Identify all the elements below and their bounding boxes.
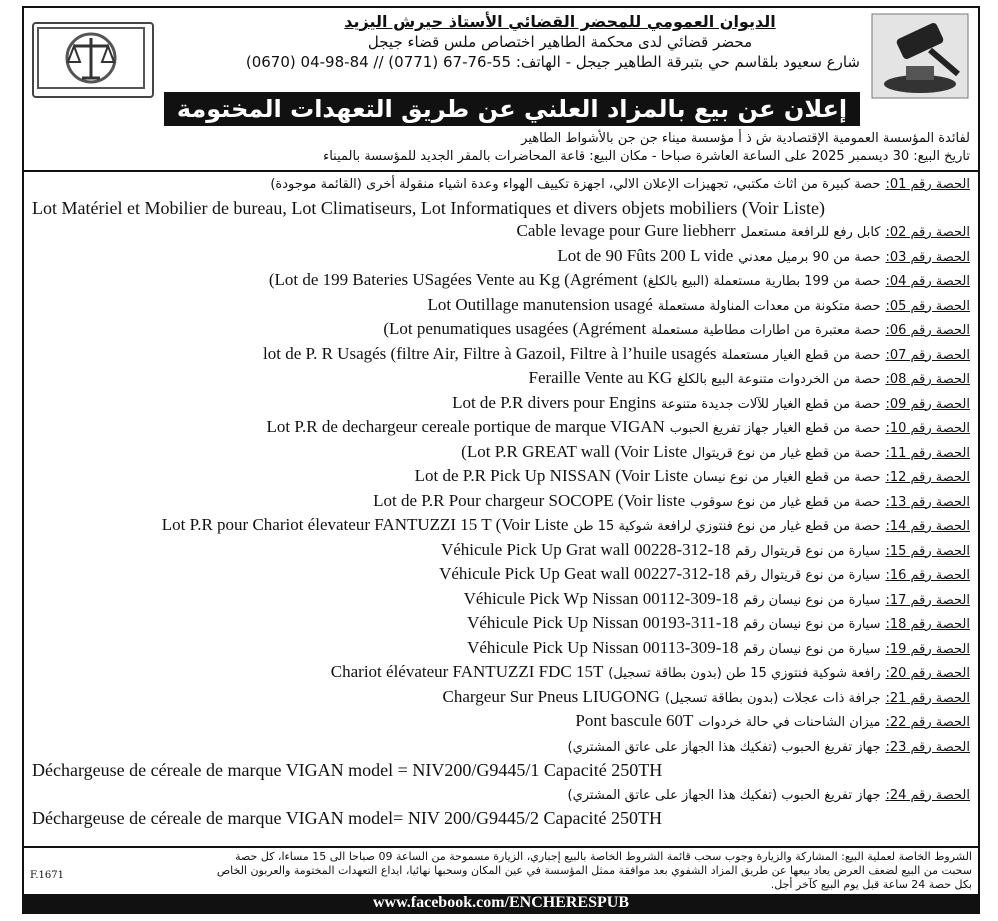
lot-row — [24, 220, 978, 245]
lot-row — [24, 197, 978, 221]
lot-description-ar: حصة من قطع غيار من نوع قريتوال — [692, 445, 881, 461]
lot-description-fr: Lot Matériel et Mobilier de bureau, Lot Climatiseurs, Lot Informatiques et divers objets mobiliers (Voir Liste) — [32, 197, 825, 218]
lot-description-fr: Véhicule Pick Up Nissan 00193-311-18 — [467, 613, 739, 632]
lot-description-fr: Véhicule Pick Up Geat wall 00227-312-18 — [439, 564, 731, 583]
lot-number: الحصة رقم 06: — [885, 323, 970, 338]
lot-row — [24, 269, 978, 294]
lot-description-ar: سيارة من نوع قريتوال رقم — [735, 568, 881, 583]
lot-number: الحصة رقم 04: — [885, 274, 970, 289]
lot-description-fr: Lot de P.R Pick Up NISSAN (Voir Liste — [414, 466, 689, 485]
lot-row — [24, 563, 978, 588]
lot-row — [24, 343, 978, 368]
lot-description-ar: حصة من قطع غيار من نوع سوقوب — [690, 494, 881, 510]
gavel-icon — [868, 10, 972, 102]
lot-row — [24, 588, 978, 613]
lot-description-ar: جرافة ذات عجلات (بدون بطاقة تسجيل) — [664, 690, 881, 706]
lot-description-fr: Pont bascule 60T — [575, 711, 694, 730]
facebook-link[interactable]: www.facebook.com/ENCHERESPUB — [24, 894, 978, 912]
lot-description-ar: حصة معتبرة من اطارات مطاطية مستعملة — [651, 323, 881, 338]
lot-description-ar: رافعة شوكية فنتوزي 15 طن (بدون بطاقة تسجيل) — [608, 666, 881, 681]
lot-number: الحصة رقم 21: — [885, 690, 970, 706]
beneficiary: لفائدة المؤسسة العمومية الإقتصادية ش ذ أ مؤسسة ميناء جن جن بالأشواط الطاهير — [521, 131, 970, 146]
lot-description-ar: حصة من قطع غيار من نوع فنتوزي لرافعة شوكية 15 طن — [573, 519, 881, 534]
lot-description-ar: سيارة من نوع قريتوال رقم — [735, 543, 881, 559]
lot-row — [24, 686, 978, 711]
lot-row — [24, 637, 978, 662]
lot-description-ar: حصة كبيرة من اثاث مكتبي، تجهيزات الإعلان الالي، اجهزة تكييف الهواء وعدة اشياء منقولة أخرى (القائمة موجودة) — [270, 177, 881, 192]
lot-number: الحصة رقم 09: — [885, 396, 970, 412]
lot-description-fr: (Lot penumatiques usagées (Agrément — [383, 319, 647, 338]
lot-description-ar: جهاز تفريغ الحبوب (تفكيك هذا الجهاز على عاتق المشتري) — [567, 739, 881, 755]
lot-row — [24, 172, 978, 197]
lot-description-fr: Véhicule Pick Up Grat wall 00228-312-18 — [440, 539, 731, 559]
lot-description-ar: حصة متكونة من معدات المناولة مستعملة — [657, 298, 881, 314]
lots-list — [24, 170, 978, 831]
condition-line: سحبت من البيع لضعف العرض يعاد بيعها عن طريق المزاد الشفوي بعد موافقة ممثل المؤسسة في عين المكان وسحبها نهائيا، ايداع التعهدات المختومة والعربون الخاص — [216, 864, 972, 877]
lot-row — [24, 710, 978, 735]
lot-description-fr: Feraille Vente au KG — [528, 368, 673, 387]
lot-number: الحصة رقم 10: — [885, 421, 970, 436]
lot-description-fr: (Lot P.R GREAT wall (Voir Liste — [461, 441, 688, 461]
lot-description-fr: Véhicule Pick Wp Nissan 00112-309-18 — [463, 588, 739, 608]
lot-number: الحصة رقم 16: — [885, 568, 970, 583]
lot-number: الحصة رقم 18: — [885, 617, 970, 632]
lot-description-fr: Déchargeuse de céreale de marque VIGAN model= NIV 200/G9445/2 Capacité 250TH — [32, 808, 662, 828]
lot-description-fr: Cable levage pour Gure liebherr — [516, 221, 736, 240]
lot-description-fr: Lot de 90 Fûts 200 L vide — [557, 245, 734, 265]
lot-description-ar: حصة من قطع الغيار مستعملة — [721, 347, 881, 363]
lot-row — [24, 735, 978, 760]
lot-description-fr: Déchargeuse de céreale de marque VIGAN model = NIV200/G9445/1 Capacité 250TH — [32, 760, 663, 780]
lot-row — [24, 759, 978, 783]
lot-row — [24, 539, 978, 564]
lot-number: الحصة رقم 11: — [885, 445, 970, 461]
lot-description-ar: حصة من 199 بطارية مستعملة (البيع بالكلغ) — [642, 274, 881, 289]
lot-number: الحصة رقم 17: — [885, 592, 970, 608]
lot-number: الحصة رقم 01: — [885, 177, 970, 192]
lot-number: الحصة رقم 22: — [885, 715, 970, 730]
bailiff-office-title: الديوان العمومي للمحضر القضائي الأستاذ حيرش اليزيد — [344, 12, 776, 31]
sale-conditions — [24, 846, 978, 894]
lot-description-fr: Chargeur Sur Pneus LIUGONG — [442, 686, 660, 706]
scales-of-justice-logo — [32, 22, 154, 98]
header — [24, 8, 978, 90]
form-code: F.1671 — [30, 870, 65, 881]
lot-number: الحصة رقم 05: — [885, 298, 970, 314]
lot-description-fr: Lot P.R pour Chariot élevateur FANTUZZI 15 T (Voir Liste — [161, 515, 569, 534]
lot-description-fr: Véhicule Pick Up Nissan 00113-309-18 — [467, 637, 739, 657]
lot-number: الحصة رقم 03: — [885, 249, 970, 265]
lot-description-fr: Lot de P.R Pour chargeur SOCOPE (Voir liste — [373, 490, 686, 510]
lot-description-ar: جهاز تفريغ الحبوب (تفكيك هذا الجهاز على عاتق المشتري) — [567, 787, 881, 803]
lot-number: الحصة رقم 23: — [885, 739, 970, 755]
lot-description-fr: lot de P. R Usagés (filtre Air, Filtre à Gazoil, Filtre à l’huile usagés — [263, 343, 717, 363]
condition-line: الشروط الخاصة لعملية البيع: المشاركة والزيارة وجوب سحب قائمة الشروط الخاصة بالبيع إجباري، الزيارة مسموحة من الساعة 09 صباحا الى 15 مساءا، كل حصة — [235, 850, 972, 863]
lot-row — [24, 294, 978, 319]
lot-row — [24, 441, 978, 466]
lot-row — [24, 416, 978, 441]
sale-date: تاريخ البيع: 30 ديسمبر 2025 على الساعة العاشرة صباحا - مكان البيع: قاعة المحاضرات بالمقر الجديد للمؤسسة بالميناء — [323, 149, 970, 164]
lot-number: الحصة رقم 15: — [885, 543, 970, 559]
lot-description-fr: Chariot élévateur FANTUZZI FDC 15T — [330, 662, 604, 681]
lot-description-ar: سيارة من نوع نيسان رقم — [743, 641, 881, 657]
lot-row — [24, 807, 978, 831]
lot-description-ar: حصة من قطع الغيار من نوع نيسان — [693, 470, 881, 485]
lot-description-fr: Lot de P.R divers pour Engins — [452, 392, 657, 412]
lot-description-fr: Lot P.R de dechargeur cereale portique de marque VIGAN — [266, 417, 665, 436]
bailiff-jurisdiction: محضر قضائي لدى محكمة الطاهير اختصاص ملس قضاء جيجل — [367, 33, 753, 51]
bailiff-address: شارع سعيود بلقاسم حي بتبرقة الطاهير جيجل - الهاتف: 55-76-67 (0771) // 84-98-04 (0670) — [245, 53, 860, 71]
lot-description-fr: Lot Outillage manutension usagé — [427, 294, 653, 314]
lot-description-ar: سيارة من نوع نيسان رقم — [743, 592, 881, 608]
lot-description-ar: حصة من قطع الغيار جهاز تفريغ الحبوب — [669, 421, 881, 436]
lot-description-ar: سيارة من نوع نيسان رقم — [743, 617, 881, 632]
lot-row — [24, 318, 978, 343]
lot-number: الحصة رقم 19: — [885, 641, 970, 657]
lot-row — [24, 392, 978, 417]
auction-notice — [22, 6, 980, 914]
lot-row — [24, 367, 978, 392]
lot-number: الحصة رقم 20: — [885, 666, 970, 681]
lot-row — [24, 490, 978, 515]
lot-number: الحصة رقم 12: — [885, 470, 970, 485]
lot-description-ar: حصة من قطع الغيار للآلات جديدة متنوعة — [661, 396, 881, 412]
lot-number: الحصة رقم 14: — [885, 519, 970, 534]
lot-description-ar: حصة من الخردوات متنوعة البيع بالكلغ — [677, 372, 881, 387]
lot-row — [24, 245, 978, 270]
lot-row — [24, 465, 978, 490]
lot-description-ar: كابل رفع للرافعة مستعمل — [740, 225, 881, 240]
lot-number: الحصة رقم 24: — [885, 787, 970, 803]
condition-line: بكل حصة 24 ساعة قبل يوم البيع كآخر أجل. — [770, 878, 972, 891]
lot-description-fr: (Lot de 199 Bateries USagées Vente au Kg (Agrément — [268, 270, 638, 289]
auction-banner: إعلان عن بيع بالمزاد العلني عن طريق التعهدات المختومة فقط — [164, 92, 860, 126]
lot-row — [24, 783, 978, 808]
lot-number: الحصة رقم 13: — [885, 494, 970, 510]
sale-meta — [24, 130, 978, 166]
lot-row — [24, 612, 978, 637]
lot-row — [24, 661, 978, 686]
lot-number: الحصة رقم 07: — [885, 347, 970, 363]
lot-description-ar: حصة من 90 برميل معدني — [738, 249, 881, 265]
lot-number: الحصة رقم 08: — [885, 372, 970, 387]
lot-row — [24, 514, 978, 539]
lot-description-ar: ميزان الشاحنات في حالة خردوات — [698, 715, 881, 730]
lot-number: الحصة رقم 02: — [885, 225, 970, 240]
